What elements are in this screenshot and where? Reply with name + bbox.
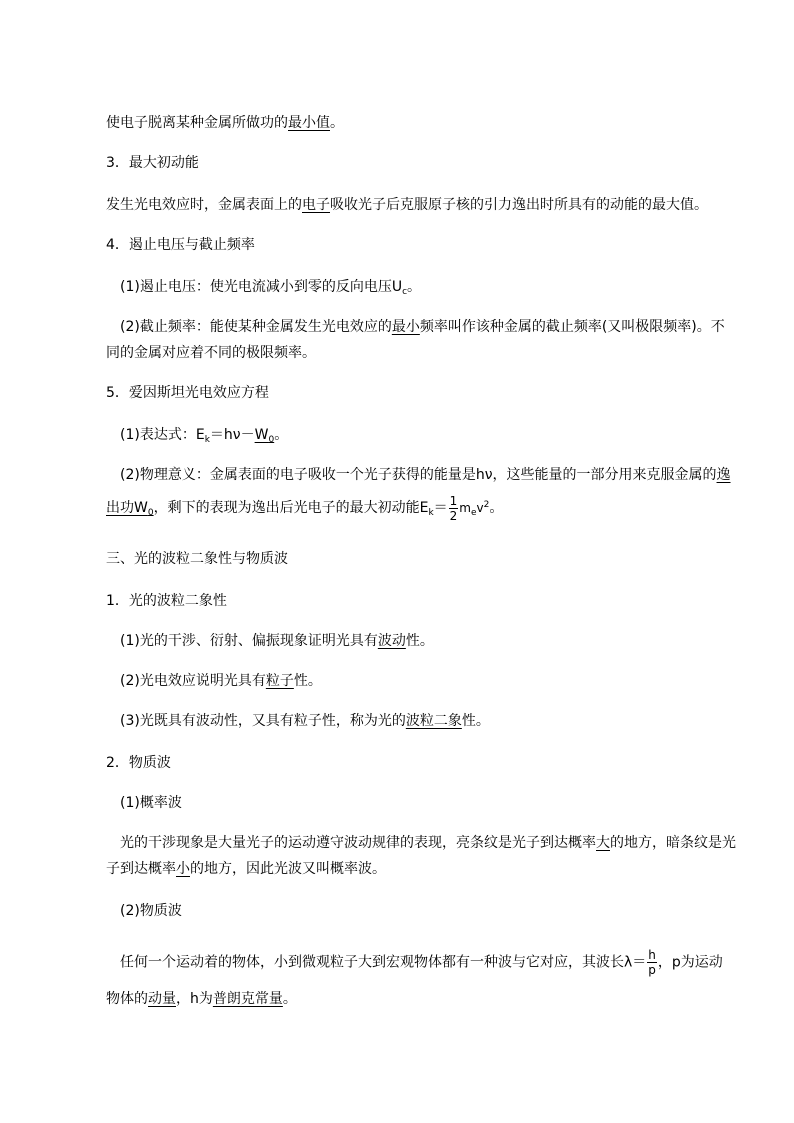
underlined-answer: 波粒二象 — [405, 713, 462, 729]
underlined-answer: 电子 — [302, 197, 330, 213]
paragraph-physical-meaning: (2)物理意义：金属表面的电子吸收一个光子获得的能量是hν，这些能量的一部分用来克服金属的逸 — [120, 467, 731, 483]
underlined-answer: 粒子 — [265, 673, 294, 689]
heading-matter-wave: 2．物质波 — [106, 755, 171, 771]
paragraph-expression: (1)表达式：$E_k=h\nu-W_0$。 — [120, 427, 289, 445]
underlined-answer: 波动 — [377, 633, 406, 649]
paragraph-physical-meaning-line2: 出功$W_0$，剩下的表现为逸出后光电子的最大初动能$E_k=$ $\frac{1}{2}$ $m_ev^2$。 — [106, 493, 504, 523]
heading-stopping-voltage: 4．遏止电压与截止频率 — [106, 237, 255, 253]
paragraph-cutoff-frequency-line2: 同的金属对应着不同的极限频率。 — [106, 345, 316, 361]
heading-matter-wave-sub: (2)物质波 — [120, 903, 182, 919]
section-heading-wave-particle: 三、光的波粒二象性与物质波 — [106, 551, 288, 567]
paragraph-matter-wave-line2: 物体的动量，h为普朗克常量。 — [106, 991, 297, 1007]
fraction-one-half: $\frac{1}{2}$ — [449, 493, 458, 523]
underlined-answer: 大 — [596, 835, 610, 851]
paragraph-probability-wave-line2: 子到达概率小的地方，因此光波又叫概率波。 — [106, 861, 386, 877]
paragraph-work-function-def: 使电子脱离某种金属所做功的最小值。 — [106, 115, 344, 131]
paragraph-probability-wave: 光的干涉现象是大量光子的运动遵守波动规律的表现，亮条纹是光子到达概率大的地方，暗条纹是光 — [120, 835, 736, 851]
heading-wave-particle-duality: 1．光的波粒二象性 — [106, 593, 227, 609]
heading-einstein-equation: 5．爱因斯坦光电效应方程 — [106, 385, 269, 401]
heading-probability-wave: (1)概率波 — [120, 795, 182, 811]
paragraph-stopping-voltage: (1)遏止电压：使光电流减小到零的反向电压$U_c$。 — [120, 279, 422, 297]
paragraph-matter-wave: 任何一个运动着的物体，小到微观粒子大到宏观物体都有一种波与它对应，其波长λ＝ $\frac{h}{p}$ ，p为运动 — [120, 948, 723, 977]
heading-max-kinetic-energy: 3．最大初动能 — [106, 155, 199, 171]
paragraph-cutoff-frequency: (2)截止频率：能使某种金属发生光电效应的最小频率叫作该种金属的截止频率(又叫极限频率)。不 — [120, 319, 725, 335]
fraction-h-over-p: $\frac{h}{p}$ — [648, 948, 656, 977]
paragraph-wave-nature: (1)光的干涉、衍射、偏振现象证明光具有波动性。 — [120, 633, 434, 649]
paragraph-duality: (3)光既具有波动性，又具有粒子性，称为光的波粒二象性。 — [120, 713, 490, 729]
underlined-answer: 最小值 — [288, 115, 330, 131]
underlined-answer: 小 — [176, 861, 190, 877]
paragraph-max-kinetic-energy: 发生光电效应时，金属表面上的电子吸收光子后克服原子核的引力逸出时所具有的动能的最大值。 — [106, 197, 708, 213]
underlined-answer: $W_0$ — [254, 427, 275, 445]
paragraph-particle-nature: (2)光电效应说明光具有粒子性。 — [120, 673, 322, 689]
underlined-answer: 普朗克常量 — [212, 991, 283, 1007]
underlined-answer: 出功$W_0$ — [106, 500, 154, 518]
underlined-answer: 动量 — [148, 991, 176, 1007]
underlined-answer: 逸 — [716, 467, 731, 483]
underlined-answer: 最小 — [391, 319, 420, 335]
